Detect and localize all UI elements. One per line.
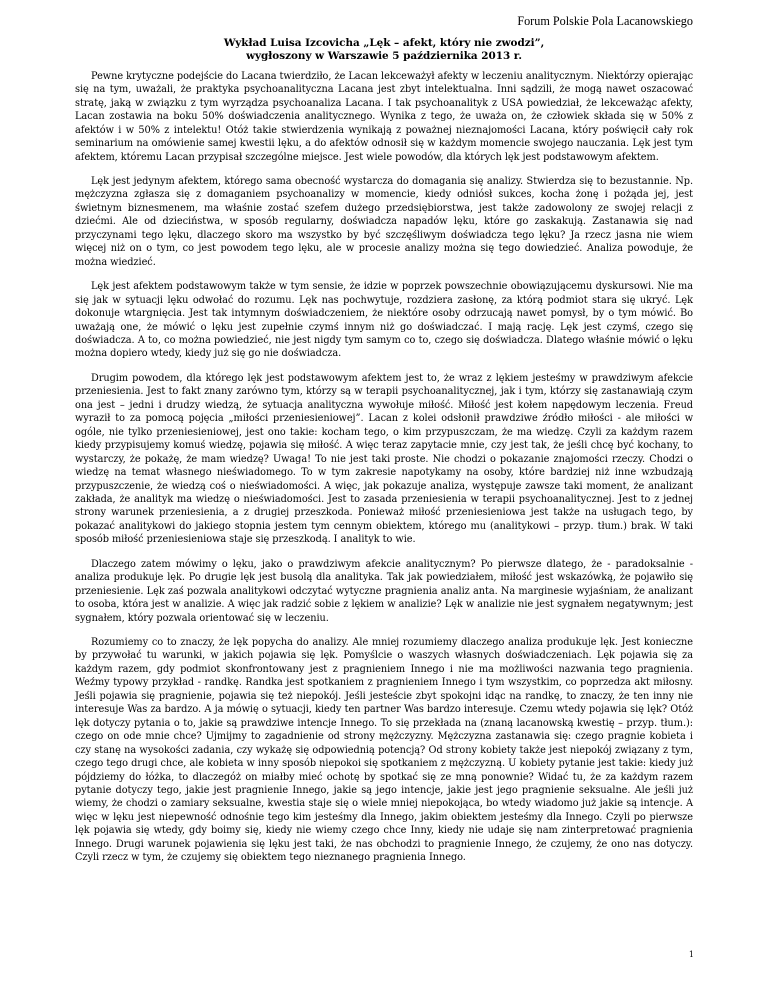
paragraph-2: Lęk jest jedynym afektem, którego sama obecność wystarcza do domagania się analizy. Stwierdza się to bezustannie. Np. mężczyzna zgłasza się z domaganiem psychoanalizy w momencie, kiedy odniósł sukces, kocha żonę i pożąda jej, jest świetnym biznesmenem, ma właśnie zostać szefem dużego przedsiębiorstwa, jest także zadowolony ze swojej relacji z dziećmi. Ale od dzieciństwa, w sposób regularny, doświadcza napadów lęku, które go zaskakują. Zastanawia się nad przyczynami tego lęku, dlaczego skoro ma wszystko by być szczęśliwym doświadcza tego lęku? Ja rzecz jasna nie wiem więcej niż on o tym, co jest powodem tego lęku, ale w procesie analizy można się tego dowiedzieć. Analiza powoduje, że można wiedzieć. — [75, 175, 693, 268]
lecture-title — [75, 37, 693, 64]
paragraph-3: Lęk jest afektem podstawowym także w tym sensie, że idzie w poprzek powszechnie obowiązującemu dyskursowi. Nie ma się jak w sytuacji lęku odwołać do rozumu. Lęk nas pochwytuje, rozdziera zasłonę, za którą podmiot stara się ukryć. Lęk dokonuje wtargnięcia. Jest tak intymnym doświadczeniem, że niektóre osoby odrzucają nawet pomysł, by o tym mówić. Bo uważają one, że mówić o lęku jest zupełnie czymś innym niż go doświadczać. I mają rację. Lęk jest czymś, czego się doświadcza. A to, co można powiedzieć, nie jest nigdy tym samym co to, czego się doświadcza. Dlatego właśnie mówić o lęku można dopiero wtedy, kiedy już się go nie doświadcza. — [75, 281, 693, 360]
paragraph-6: Rozumiemy co to znaczy, że lęk popycha do analizy. Ale mniej rozumiemy dlaczego analiza produkuje lęk. Jest konieczne by przywołać tu warunki, w jakich pojawia się lęk. Pomyślcie o waszych własnych doświadczeniach. Lęk pojawia się za każdym razem, gdy podmiot skonfrontowany jest z pragnieniem Innego i nie ma możliwości nazwania tego pragnienia. Weźmy typowy przykład - randkę. Randka jest spotkaniem z pragnieniem Innego i tym wszystkim, co poprzedza akt miłosny. Jeśli pojawia się pragnienie, pojawia się też niepokój. Jeśli jesteście zbyt spokojni idąc na randkę, to znaczy, że ten inny nie interesuje Was za bardzo. A ja mówię o sytuacji, kiedy ten partner Was bardzo interesuje. Czemu wtedy pojawia się lęk? Otóż lęk dotyczy pytania o to, jakie są prawdziwe intencje Innego. To się przekłada na (znaną lacanowską kwestię – przyp. tłum.): czego on ode mnie chce? Ujmijmy to zagadnienie od strony mężczyzny. Mężczyzna zastanawia się: czego pragnie kobieta i czy stanę na wysokości zadania, czy wykażę się odpowiednią potencją? Od strony kobiety także jest niepokój związany z tym, czego tego drugi chce, ale kobieta w inny sposób niepokoi się spotkaniem z mężczyzną. U kobiety pytanie jest takie: kiedy już pójdziemy do łóżka, to dlaczegóż on miałby mieć ochotę by spotkać się ze mną ponownie? Widać tu, że za każdym razem pytanie dotyczy tego, jakie jest pragnienie Innego, jakie są jego intencje, jakie jest jego pragnienie seksualne. Ale jeśli już wiemy, że chodzi o zamiary seksualne, kwestia staje się o wiele mniej niepokojąca, bo wtedy wiadomo już jakie są intencje. A więc w lęku jest niepewność odnośnie tego kim jesteśmy dla Innego, jakim obiektem jesteśmy dla Innego. Czyli po pierwsze lęk pojawia się wtedy, gdy boimy się, kiedy nie wiemy czego chce Inny, kiedy nie udaje się nam zinterpretować pragnienia Innego. Drugi warunek pojawienia się lęku jest taki, że nas obchodzi to pragnienie Innego, że czujemy, że ono nas dotyczy. Czyli rzecz w tym, że czujemy się obiektem tego nieznanego pragnienia Innego. — [75, 637, 693, 864]
paragraph-4: Drugim powodem, dla którego lęk jest podstawowym afektem jest to, że wraz z lękiem jesteśmy w prawdziwym afekcie przeniesienia. Jest to fakt znany zarówno tym, którzy są w terapii psychoanalitycznej, jak i tym, którzy się zastanawiają czym ona jest – jedni i drudzy wiedzą, że sytuacja analityczna wywołuje miłość. Miłość jest kołem napędowym leczenia. Freud wyraził to za pomocą pojęcia „miłości przeniesieniowej”. Lacan z kolei odsłonił prawdziwe źródło miłości - ale miłości w ogóle, nie tylko przeniesieniowej, jest ono takie: kocham tego, o kim przypuszczam, że ma wiedzę. Czyli za każdym razem kiedy przypisujemy komuś wiedzę, pojawia się miłość. A więc teraz zapytacie mnie, czy jest tak, że jeśli chcę być kochany, to wystarczy, że pokażę, że mam wiedzę? Uwaga! To nie jest taki proste. Nie chodzi o pokazanie znajomości rzeczy. Chodzi o wiedzę na temat własnego nieświadomego. To w tym zakresie napotykamy na osoby, które bardziej niż inne wzbudzają przypuszczenie, że wiedzą coś o nieświadomości. A więc, jak pokazuje analiza, występuje zawsze taki moment, że analizant zakłada, że analityk ma wiedzę o nieświadomości. Jest to zasada przeniesienia w terapii psychoanalitycznej. Jest to z jednej strony warunek przeniesienia, a z drugiej przeszkoda. Ponieważ miłość przeniesieniowa jest także na usługach tego, by pokazać analitykowi do jakiego stopnia jestem tym cennym obiektem, którego mu (analitykowi – przyp. tłum.) brak. W taki sposób miłość przeniesieniowa staje się przeszkodą. I analityk to wie. — [75, 372, 693, 546]
header-organization: Forum Polskie Pola Lacanowskiego — [517, 14, 693, 28]
document-page — [75, 14, 693, 876]
title-line-2: wygłoszony w Warszawie 5 października 2013 r. — [246, 50, 522, 63]
page-number: 1 — [688, 950, 694, 959]
paragraph-5: Dlaczego zatem mówimy o lęku, jako o prawdziwym afekcie analitycznym? Po pierwsze dlatego, że - paradoksalnie - analiza produkuje lęk. Po drugie lęk jest busolą dla analityka. Tak jak powiedziałem, miłość jest wskazówką, że pojawiło się przeniesienie. Lęk zaś pozwala analitykowi odczytać wytyczne pragnienia analiz anta. Na marginesie wyjaśniam, że analizant to osoba, która jest w analizie. A więc jak radzić sobie z lękiem w analizie? Lęk w analizie nie jest sygnałem negatywnym; jest sygnałem, który pozwala orientować się w leczeniu. — [75, 558, 693, 624]
title-line-1: Wykład Luisa Izcovicha „Lęk – afekt, który nie zwodzi”, — [223, 37, 545, 49]
paragraph-1: Pewne krytyczne podejście do Lacana twierdziło, że Lacan lekceważył afekty w leczeniu analitycznym. Niektórzy opierając się na tym, uważali, że praktyka psychoanalityczna Lacana jest zbyt intelektualna. Inni sądzili, że mogą nawet oszacować stratę, jaką w związku z tym wyrządza psychoanaliza Lacana. I tak psychoanalityk z USA powiedział, że lekceważąc afekty, Lacan zostawia na boku 50% doświadczenia analitycznego. Wynika z tego, że uważa on, że człowiek składa się w 50% z afektów i w 50% z intelektu! Otóż takie stwierdzenia wynikają z poważnej nieznajomości Lacana, który poświęcił cały rok seminarium na omówienie samej kwestii lęku, a do afektów odnosił się w każdym momencie swojego nauczania. Lęk jest tym afektem, któremu Lacan przypisał szczególne miejsce. Jest wiele powodów, dla których lęk jest podstawowym afektem. — [75, 70, 693, 163]
